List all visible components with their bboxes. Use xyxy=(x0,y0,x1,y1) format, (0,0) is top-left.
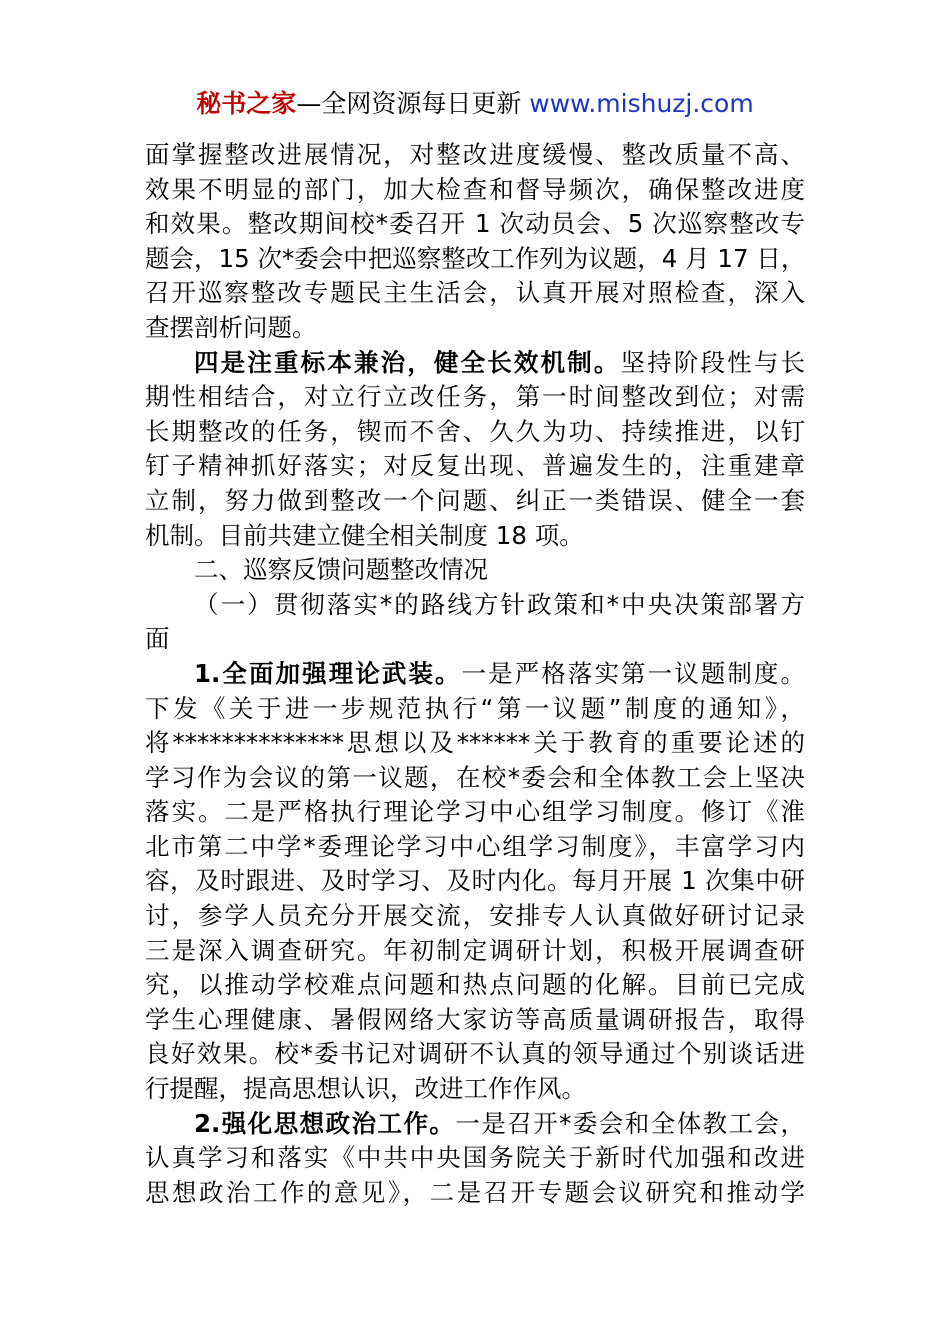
text-line: 查摆剖析问题。 xyxy=(145,312,317,342)
paragraph-heading-line: 1.全面加强理论武装。一是严格落实第一议题制度。 xyxy=(194,658,805,688)
text-line: 题会，15 次*委会中把巡察整改工作列为议题，4 月 17 日， xyxy=(145,243,805,273)
text-line: 长期整改的任务，锲而不舍、久久为功、持续推进，以钉 xyxy=(145,416,805,446)
text-line: 效果不明显的部门，加大检查和督导频次，确保整改进度 xyxy=(145,174,805,204)
text-line: 认真学习和落实《中共中央国务院关于新时代加强和改进 xyxy=(145,1143,805,1173)
text-line: 面掌握整改进展情况，对整改进度缓慢、整改质量不高、 xyxy=(145,140,805,169)
header-site-link[interactable]: www.mishuzj.com xyxy=(529,89,754,118)
text-line: 期性相结合，对立行立改任务，第一时间整改到位；对需 xyxy=(145,382,805,412)
section-heading: 二、巡察反馈问题整改情况 xyxy=(194,555,488,585)
text-line: 召开巡察整改专题民主生活会，认真开展对照检查，深入 xyxy=(145,278,805,308)
page-header xyxy=(0,86,950,122)
subsection-heading: （一）贯彻落实*的路线方针政策和*中央决策部署方 xyxy=(194,589,805,619)
text-line: 钉子精神抓好落实；对反复出现、普遍发生的，注重建章 xyxy=(145,451,805,481)
text-line: 思想政治工作的意见》，二是召开专题会议研究和推动学 xyxy=(145,1177,805,1207)
text-line: 良好效果。校*委书记对调研不认真的领导通过个别谈话进 xyxy=(145,1039,805,1069)
document-body xyxy=(145,138,805,1210)
text-line: 下发《关于进一步规范执行“第一议题”制度的通知》， xyxy=(145,693,805,723)
header-tagline: —全网资源每日更新 xyxy=(296,89,522,118)
bold-lead: 2.强化思想政治工作。 xyxy=(194,1108,456,1138)
text-line: 学习作为会议的第一议题，在校*委会和全体教工会上坚决 xyxy=(145,762,805,792)
text-line: 三是深入调查研究。年初制定调研计划，积极开展调查研 xyxy=(145,935,805,965)
text-line: 立制，努力做到整改一个问题、纠正一类错误、健全一套 xyxy=(145,485,805,515)
text-line: 机制。目前共建立健全相关制度 18 项。 xyxy=(145,520,584,550)
paragraph-heading-line: 2.强化思想政治工作。一是召开*委会和全体教工会， xyxy=(194,1108,805,1138)
bold-lead: 1.全面加强理论武装。 xyxy=(194,658,462,688)
paragraph-heading-line: 四是注重标本兼治，健全长效机制。坚持阶段性与长 xyxy=(194,347,805,377)
text-line: 落实。二是严格执行理论学习中心组学习制度。修订《淮 xyxy=(145,797,805,827)
text-line: 行提醒，提高思想认识，改进工作作风。 xyxy=(145,1074,586,1104)
header-brand: 秘书之家 xyxy=(196,89,297,118)
text-line: 北市第二中学*委理论学习中心组学习制度》，丰富学习内 xyxy=(145,831,805,861)
text-line: 容，及时跟进、及时学习、及时内化。每月开展 1 次集中研 xyxy=(145,866,805,896)
bold-lead: 四是注重标本兼治，健全长效机制。 xyxy=(194,347,621,377)
text-line: 学生心理健康、暑假网络大家访等高质量调研报告，取得 xyxy=(145,1004,805,1034)
text-line: 讨，参学人员充分开展交流，安排专人认真做好研讨记录 xyxy=(145,901,805,931)
text-line: 究，以推动学校难点问题和热点问题的化解。目前已完成 xyxy=(145,970,805,1000)
text-line: 和效果。整改期间校*委召开 1 次动员会、5 次巡察整改专 xyxy=(145,209,805,239)
text-line: 将**************思想以及******关于教育的重要论述的 xyxy=(145,728,805,758)
text-line: 面 xyxy=(145,624,170,654)
